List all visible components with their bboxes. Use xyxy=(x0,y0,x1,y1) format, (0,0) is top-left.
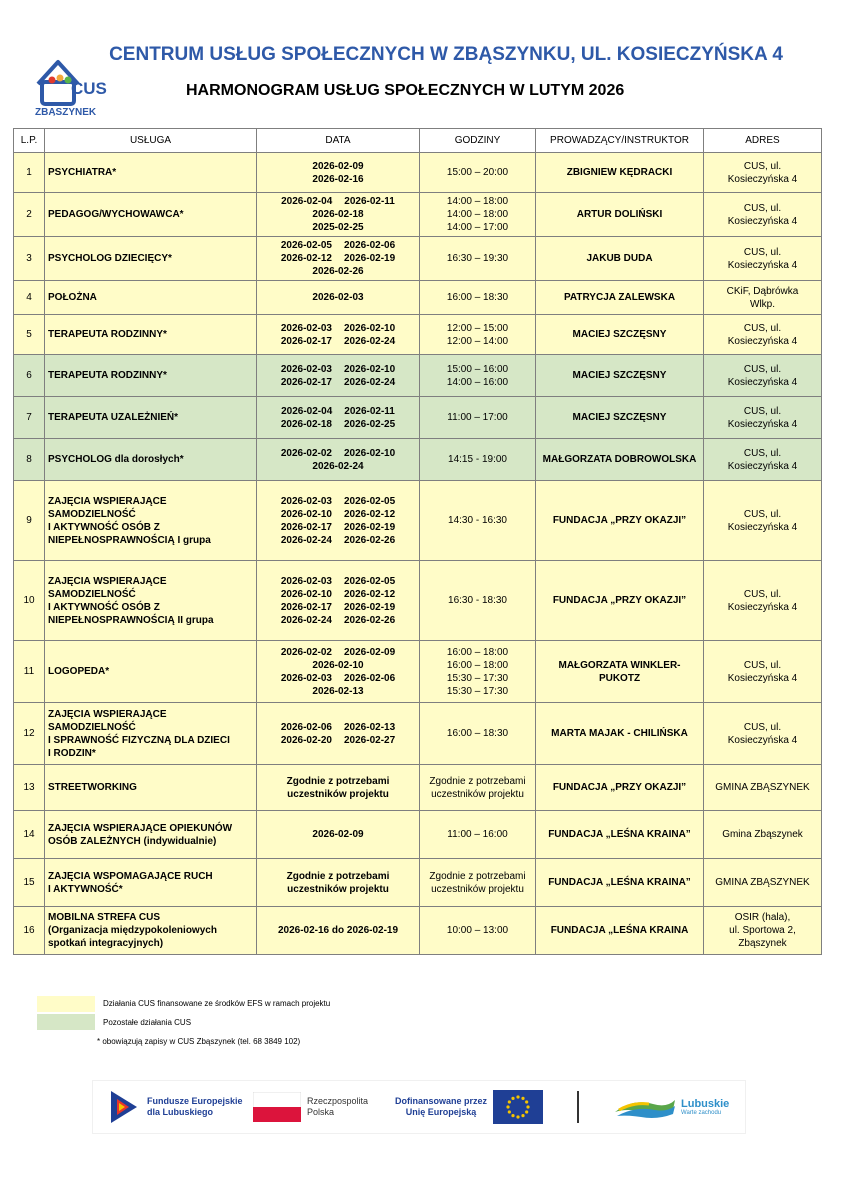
row-number: 2 xyxy=(14,193,45,237)
col-header-lp: L.P. xyxy=(14,129,45,153)
date-value: uczestników projektu xyxy=(287,788,389,800)
date-value: 2026-02-03 xyxy=(280,672,332,684)
eu-star xyxy=(508,1110,511,1113)
date-line xyxy=(260,924,416,937)
address-cell: CKiF, Dąbrówka Wlkp. xyxy=(704,281,822,315)
date-value: 2026-02-11 xyxy=(344,405,395,417)
row-number: 10 xyxy=(14,561,45,641)
date-line xyxy=(260,521,416,534)
eu-star xyxy=(516,1115,519,1118)
date-value: 2026-02-26 xyxy=(344,614,396,626)
date-line xyxy=(260,376,416,389)
date-value: 2025-02-25 xyxy=(312,222,364,233)
lubuskie-wave-icon xyxy=(613,1090,677,1124)
table-row xyxy=(14,355,822,397)
date-value: 2026-02-12 xyxy=(344,508,396,520)
date-line xyxy=(260,870,416,883)
lead-cell: JAKUB DUDA xyxy=(536,237,704,281)
lead-cell: MARTA MAJAK - CHILIŃSKA xyxy=(536,703,704,765)
lead-cell: MAŁGORZATA WINKLER- PUKOTZ xyxy=(536,641,704,703)
service-name: STREETWORKING xyxy=(45,765,257,811)
dates-cell xyxy=(257,703,420,765)
date-line xyxy=(260,646,416,659)
address-cell: CUS, ul. Kosieczyńska 4 xyxy=(704,481,822,561)
legend-other-label: Pozostałe działania CUS xyxy=(103,1018,192,1027)
eu-star xyxy=(506,1105,509,1108)
table-row xyxy=(14,859,822,907)
col-header-hours: GODZINY xyxy=(420,129,536,153)
date-line xyxy=(260,447,416,460)
date-line xyxy=(260,173,416,186)
date-value: 2026-02-10 xyxy=(344,447,396,459)
service-name: LOGOPEDA* xyxy=(45,641,257,703)
address-cell: CUS, ul. Kosieczyńska 4 xyxy=(704,153,822,193)
row-number: 11 xyxy=(14,641,45,703)
hours-cell: Zgodnie z potrzebami uczestników projektu xyxy=(420,859,536,907)
date-value: 2026-02-10 xyxy=(280,588,332,600)
hours-cell: 15:00 – 16:00 14:00 – 16:00 xyxy=(420,355,536,397)
date-line xyxy=(260,828,416,841)
dates-cell xyxy=(257,153,420,193)
hours-cell: 14:00 – 18:00 14:00 – 18:00 14:00 – 17:00 xyxy=(420,193,536,237)
legend-swatch-other xyxy=(37,1014,95,1030)
date-line xyxy=(260,788,416,801)
date-value: 2026-02-13 xyxy=(344,721,396,733)
address-cell: CUS, ul. Kosieczyńska 4 xyxy=(704,439,822,481)
row-number: 13 xyxy=(14,765,45,811)
address-cell: CUS, ul. Kosieczyńska 4 xyxy=(704,397,822,439)
lead-cell: MACIEJ SZCZĘSNY xyxy=(536,397,704,439)
fe-star-icon xyxy=(107,1087,141,1127)
table-row xyxy=(14,315,822,355)
lead-cell: ARTUR DOLIŃSKI xyxy=(536,193,704,237)
date-line xyxy=(260,734,416,747)
service-name: PSYCHIATRA* xyxy=(45,153,257,193)
date-line xyxy=(260,495,416,508)
col-header-address: ADRES xyxy=(704,129,822,153)
logo-subtext: ZBĄSZYNEK xyxy=(35,107,97,116)
lead-cell: MAŁGORZATA DOBROWOLSKA xyxy=(536,439,704,481)
date-line xyxy=(260,335,416,348)
date-line xyxy=(260,534,416,547)
table-row xyxy=(14,703,822,765)
lead-cell: FUNDACJA „PRZY OKAZJI” xyxy=(536,561,704,641)
logo-text: CUS xyxy=(71,79,107,98)
dates-cell xyxy=(257,315,420,355)
dates-cell xyxy=(257,811,420,859)
date-value: 2026-02-03 xyxy=(280,363,332,375)
date-line xyxy=(260,775,416,788)
lubuskie-logo xyxy=(613,1081,729,1133)
date-value: 2026-02-04 xyxy=(281,405,333,417)
hours-cell: 16:00 – 18:30 xyxy=(420,703,536,765)
col-header-lead: PROWADZĄCY/INSTRUKTOR xyxy=(536,129,704,153)
date-value: 2026-02-03 xyxy=(280,322,332,334)
service-name: MOBILNA STREFA CUS (Organizacja międzypokoleniowych spotkań integracyjnych) xyxy=(45,907,257,955)
lead-cell: ZBIGNIEW KĘDRACKI xyxy=(536,153,704,193)
date-line xyxy=(260,685,416,698)
date-value: 2026-02-03 xyxy=(312,292,364,303)
legend-efs-label: Działania CUS finansowane ze środków EFS w ramach projektu xyxy=(103,999,331,1008)
hours-cell: 14:15 - 19:00 xyxy=(420,439,536,481)
date-line xyxy=(260,239,416,252)
address-cell: CUS, ul. Kosieczyńska 4 xyxy=(704,193,822,237)
table-header-row xyxy=(14,129,822,153)
row-number: 4 xyxy=(14,281,45,315)
hours-cell: 12:00 – 15:00 12:00 – 14:00 xyxy=(420,315,536,355)
dates-cell xyxy=(257,355,420,397)
date-value: 2026-02-12 xyxy=(344,588,396,600)
table-row xyxy=(14,561,822,641)
table-row xyxy=(14,397,822,439)
date-value: 2026-02-16 do 2026-02-19 xyxy=(277,925,399,936)
lubuskie-name: Lubuskie xyxy=(681,1098,730,1110)
dates-cell xyxy=(257,439,420,481)
legend-swatch-efs xyxy=(37,996,95,1012)
rp-line2: Polska xyxy=(307,1107,335,1117)
row-number: 16 xyxy=(14,907,45,955)
date-line xyxy=(260,363,416,376)
address-cell: GMINA ZBĄSZYNEK xyxy=(704,765,822,811)
date-value: 2026-02-25 xyxy=(344,418,396,430)
date-line xyxy=(260,614,416,627)
date-value: 2026-02-10 xyxy=(312,659,364,671)
dates-cell xyxy=(257,859,420,907)
date-line xyxy=(260,672,416,685)
date-value: 2026-02-02 xyxy=(280,646,332,658)
date-value: 2026-02-05 xyxy=(280,240,332,251)
dates-cell xyxy=(257,765,420,811)
row-number: 15 xyxy=(14,859,45,907)
row-number: 3 xyxy=(14,237,45,281)
lead-cell: FUNDACJA „LEŚNA KRAINA” xyxy=(536,859,704,907)
date-value: 2026-02-26 xyxy=(312,266,364,277)
date-value: 2026-02-06 xyxy=(344,672,396,684)
table-row xyxy=(14,765,822,811)
date-value: 2026-02-18 xyxy=(312,209,364,220)
hours-cell: 14:30 - 16:30 xyxy=(420,481,536,561)
date-value: 2026-02-18 xyxy=(280,418,332,430)
hours-cell: 15:00 – 20:00 xyxy=(420,153,536,193)
date-line xyxy=(260,721,416,734)
address-cell: CUS, ul. Kosieczyńska 4 xyxy=(704,355,822,397)
date-line xyxy=(260,405,416,418)
date-line xyxy=(260,160,416,173)
date-value: 2026-02-05 xyxy=(344,495,396,507)
rp-logo xyxy=(253,1081,368,1133)
table-row xyxy=(14,907,822,955)
table-row xyxy=(14,811,822,859)
row-number: 5 xyxy=(14,315,45,355)
row-number: 6 xyxy=(14,355,45,397)
page-subtitle: HARMONOGRAM USŁUG SPOŁECZNYCH W LUTYM 2026 xyxy=(186,82,625,99)
table-row xyxy=(14,193,822,237)
date-value: 2026-02-12 xyxy=(280,253,332,264)
eu-flag-icon xyxy=(493,1090,543,1124)
hours-cell: 16:30 - 18:30 xyxy=(420,561,536,641)
date-value: 2026-02-17 xyxy=(280,601,332,613)
funding-footer xyxy=(92,1080,746,1134)
col-header-service: USŁUGA xyxy=(45,129,257,153)
row-number: 12 xyxy=(14,703,45,765)
date-value: 2026-02-13 xyxy=(312,685,364,697)
service-name: ZAJĘCIA WSPOMAGAJĄCE RUCH I AKTYWNOŚĆ* xyxy=(45,859,257,907)
hours-cell: 10:00 – 13:00 xyxy=(420,907,536,955)
date-value: 2026-02-03 xyxy=(280,575,332,587)
date-value: 2026-02-06 xyxy=(344,240,396,251)
row-number: 1 xyxy=(14,153,45,193)
row-number: 7 xyxy=(14,397,45,439)
service-name: ZAJĘCIA WSPIERAJĄCE SAMODZIELNOŚĆ I AKTYWNOŚĆ OSÓB Z NIEPEŁNOSPRAWNOŚCIĄ I grupa xyxy=(45,481,257,561)
lead-cell: FUNDACJA „LEŚNA KRAINA xyxy=(536,907,704,955)
date-line xyxy=(260,418,416,431)
service-name: ZAJĘCIA WSPIERAJĄCE SAMODZIELNOŚĆ I SPRAWNOŚĆ FIZYCZNĄ DLA DZIECI I RODZIN* xyxy=(45,703,257,765)
table-row xyxy=(14,237,822,281)
address-cell: CUS, ul. Kosieczyńska 4 xyxy=(704,641,822,703)
eu-logo xyxy=(395,1081,543,1133)
service-name: TERAPEUTA RODZINNY* xyxy=(45,355,257,397)
dates-cell xyxy=(257,641,420,703)
hours-cell: 16:30 – 19:30 xyxy=(420,237,536,281)
date-value: 2026-02-20 xyxy=(280,734,332,746)
lead-cell: PATRYCJA ZALEWSKA xyxy=(536,281,704,315)
address-cell: Gmina Zbąszynek xyxy=(704,811,822,859)
eu-star xyxy=(516,1095,519,1098)
date-value: 2026-02-11 xyxy=(344,196,395,207)
date-line xyxy=(260,221,416,234)
eu-star xyxy=(521,1114,524,1117)
eu-line2: Unię Europejską xyxy=(405,1107,477,1117)
table-row xyxy=(14,281,822,315)
dates-cell xyxy=(257,237,420,281)
date-value: 2026-02-24 xyxy=(280,614,332,626)
hours-cell: Zgodnie z potrzebami uczestników projektu xyxy=(420,765,536,811)
date-value: 2026-02-17 xyxy=(280,335,332,347)
service-name: ZAJĘCIA WSPIERAJĄCE OPIEKUNÓW OSÓB ZALEŻNYCH (indywidualnie) xyxy=(45,811,257,859)
date-value: 2026-02-03 xyxy=(280,495,332,507)
table-row xyxy=(14,439,822,481)
dates-cell xyxy=(257,907,420,955)
service-name: PSYCHOLOG dla dorosłych* xyxy=(45,439,257,481)
date-line xyxy=(260,659,416,672)
date-value: 2026-02-24 xyxy=(344,376,396,388)
address-cell: OSIR (hala), ul. Sportowa 2, Zbąszynek xyxy=(704,907,822,955)
date-value: 2026-02-24 xyxy=(312,460,364,472)
hours-cell: 16:00 – 18:30 xyxy=(420,281,536,315)
lead-cell: MACIEJ SZCZĘSNY xyxy=(536,315,704,355)
service-name: ZAJĘCIA WSPIERAJĄCE SAMODZIELNOŚĆ I AKTYWNOŚĆ OSÓB Z NIEPEŁNOSPRAWNOŚCIĄ II grupa xyxy=(45,561,257,641)
date-value: 2026-02-17 xyxy=(280,521,332,533)
date-value: 2026-02-09 xyxy=(312,829,364,840)
eu-star xyxy=(526,1105,529,1108)
eu-line1: Dofinansowane przez xyxy=(395,1096,488,1106)
date-line xyxy=(260,460,416,473)
eu-star xyxy=(508,1100,511,1103)
date-line xyxy=(260,883,416,896)
date-value: 2026-02-19 xyxy=(344,253,396,264)
lead-cell: FUNDACJA „PRZY OKAZJI” xyxy=(536,765,704,811)
lubuskie-slogan: Warte zachodu xyxy=(681,1110,722,1116)
table-row xyxy=(14,153,822,193)
rp-line1: Rzeczpospolita xyxy=(307,1096,369,1106)
dates-cell xyxy=(257,481,420,561)
dates-cell xyxy=(257,281,420,315)
schedule-table xyxy=(13,128,822,955)
date-value: Zgodnie z potrzebami xyxy=(286,870,390,882)
fe-logo xyxy=(107,1081,243,1133)
date-value: 2026-02-05 xyxy=(344,575,396,587)
date-line xyxy=(260,575,416,588)
date-value: 2026-02-19 xyxy=(344,521,396,533)
lead-cell: FUNDACJA „PRZY OKAZJI” xyxy=(536,481,704,561)
date-line xyxy=(260,252,416,265)
date-line xyxy=(260,291,416,304)
date-value: 2026-02-26 xyxy=(344,534,396,546)
eu-star xyxy=(511,1114,514,1117)
footer-divider xyxy=(577,1091,579,1123)
hours-cell: 11:00 – 16:00 xyxy=(420,811,536,859)
poland-flag-icon xyxy=(253,1092,301,1122)
eu-star xyxy=(521,1097,524,1100)
date-line xyxy=(260,508,416,521)
date-value: 2026-02-04 xyxy=(281,196,333,207)
service-name: TERAPEUTA RODZINNY* xyxy=(45,315,257,355)
date-line xyxy=(260,195,416,208)
col-header-date: DATA xyxy=(257,129,420,153)
date-line xyxy=(260,265,416,278)
date-line xyxy=(260,322,416,335)
date-value: 2026-02-24 xyxy=(344,335,396,347)
dates-cell xyxy=(257,561,420,641)
fe-line2: dla Lubuskiego xyxy=(147,1107,214,1117)
hours-cell: 11:00 – 17:00 xyxy=(420,397,536,439)
date-value: 2026-02-10 xyxy=(280,508,332,520)
date-value: 2026-02-16 xyxy=(312,173,364,185)
date-value: Zgodnie z potrzebami xyxy=(286,775,390,787)
date-value: 2026-02-09 xyxy=(312,160,364,172)
service-name: POŁOŻNA xyxy=(45,281,257,315)
page-title: CENTRUM USŁUG SPOŁECZNYCH W ZBĄSZYNKU, UL. KOSIECZYŃSKA 4 xyxy=(109,44,783,65)
date-value: 2026-02-02 xyxy=(280,447,332,459)
eu-star xyxy=(525,1110,528,1113)
date-value: 2026-02-19 xyxy=(344,601,396,613)
row-number: 9 xyxy=(14,481,45,561)
table-row xyxy=(14,641,822,703)
lead-cell: FUNDACJA „LEŚNA KRAINA” xyxy=(536,811,704,859)
date-line xyxy=(260,588,416,601)
fe-line1: Fundusze Europejskie xyxy=(147,1096,243,1106)
service-name: PEDAGOG/WYCHOWAWCA* xyxy=(45,193,257,237)
date-line xyxy=(260,601,416,614)
row-number: 8 xyxy=(14,439,45,481)
date-value: 2026-02-09 xyxy=(344,646,396,658)
service-name: PSYCHOLOG DZIECIĘCY* xyxy=(45,237,257,281)
legend-note: * obowiązują zapisy w CUS Zbąszynek (tel. 68 3849 102) xyxy=(97,1037,301,1046)
address-cell: CUS, ul. Kosieczyńska 4 xyxy=(704,237,822,281)
date-value: 2026-02-24 xyxy=(280,534,332,546)
date-value: 2026-02-10 xyxy=(344,322,396,334)
date-value: uczestników projektu xyxy=(287,883,389,895)
date-value: 2026-02-10 xyxy=(344,363,396,375)
date-line xyxy=(260,208,416,221)
address-cell: CUS, ul. Kosieczyńska 4 xyxy=(704,703,822,765)
dates-cell xyxy=(257,397,420,439)
hours-cell: 16:00 – 18:00 16:00 – 18:00 15:30 – 17:30 15:30 – 17:30 xyxy=(420,641,536,703)
date-value: 2026-02-17 xyxy=(280,376,332,388)
row-number: 14 xyxy=(14,811,45,859)
eu-star xyxy=(511,1097,514,1100)
date-value: 2026-02-27 xyxy=(344,734,396,746)
lead-cell: MACIEJ SZCZĘSNY xyxy=(536,355,704,397)
service-name: TERAPEUTA UZALEŻNIEŃ* xyxy=(45,397,257,439)
address-cell: CUS, ul. Kosieczyńska 4 xyxy=(704,561,822,641)
table-row xyxy=(14,481,822,561)
address-cell: GMINA ZBĄSZYNEK xyxy=(704,859,822,907)
eu-star xyxy=(525,1100,528,1103)
dates-cell xyxy=(257,193,420,237)
address-cell: CUS, ul. Kosieczyńska 4 xyxy=(704,315,822,355)
date-value: 2026-02-06 xyxy=(280,721,332,733)
